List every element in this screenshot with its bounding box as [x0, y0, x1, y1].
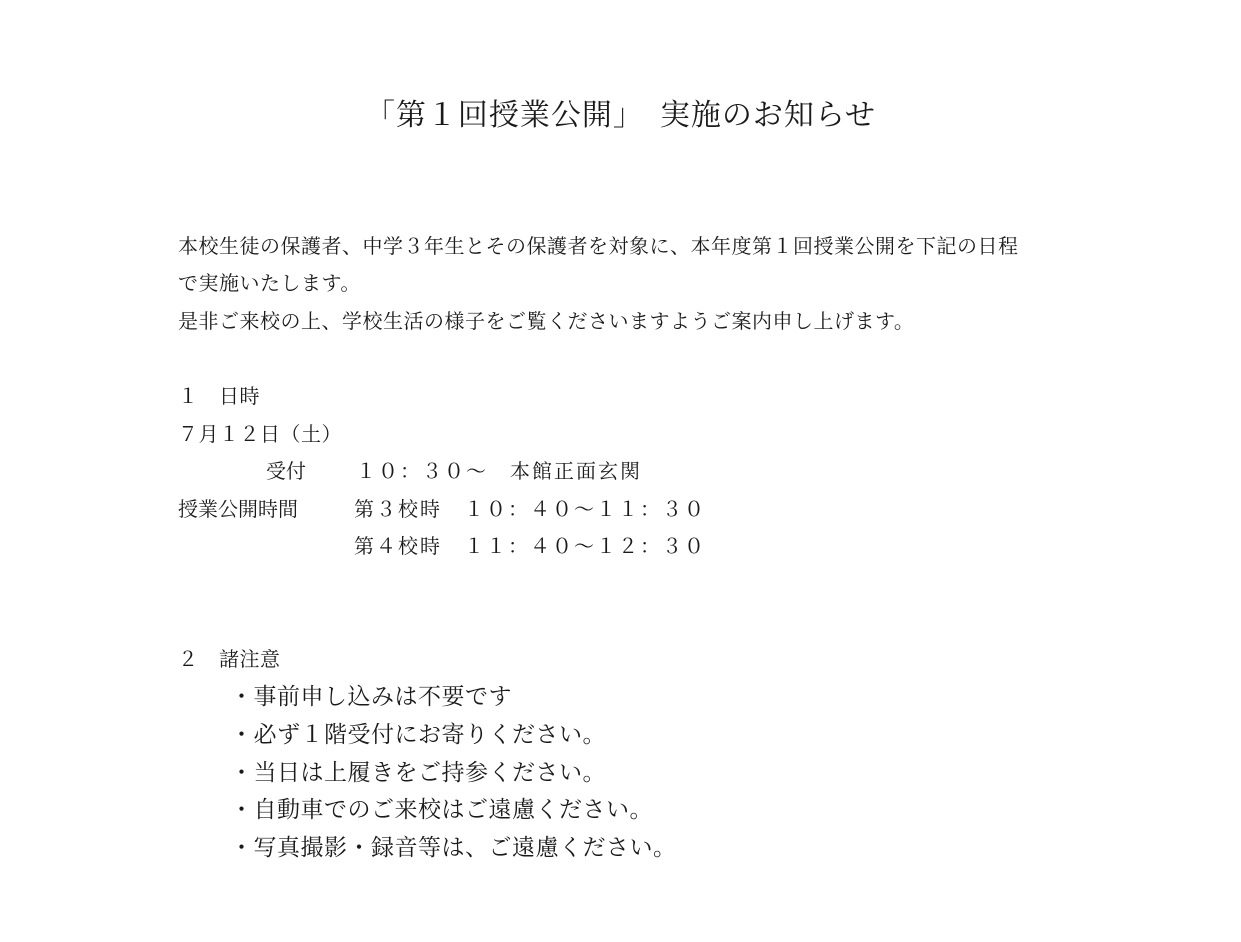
notice-item: ・事前申し込みは不要です	[230, 684, 512, 710]
section2-heading: ２ 諸注意	[178, 647, 281, 671]
period-3: 第３校時 １０：４０～１１：３０	[354, 497, 706, 521]
page-title: 「第１回授業公開」 実施のお知らせ	[364, 98, 877, 133]
notice-item: ・写真撮影・録音等は、ご遠慮ください。	[230, 835, 677, 861]
notice-item: ・自動車でのご来校はご遠慮ください。	[230, 797, 653, 823]
notice-item: ・必ず１階受付にお寄りください。	[230, 722, 606, 748]
period-4: 第４校時 １１：４０～１２：３０	[354, 534, 706, 558]
event-date: ７月１２日（土）	[178, 422, 342, 446]
section1-heading: １ 日時	[178, 384, 260, 408]
intro-line-3: 是非ご来校の上、学校生活の様子をご覧くださいますようご案内申し上げます。	[178, 309, 915, 333]
reception-value: １０：３０～ 本館正面玄関	[356, 459, 642, 483]
reception-label: 受付	[266, 459, 306, 483]
notice-item: ・当日は上履きをご持参ください。	[230, 760, 606, 786]
intro-line-1: 本校生徒の保護者、中学３年生とその保護者を対象に、本年度第１回授業公開を下記の日程	[178, 234, 1019, 258]
intro-line-2: で実施いたします。	[178, 271, 361, 295]
class-time-label: 授業公開時間	[178, 497, 298, 521]
